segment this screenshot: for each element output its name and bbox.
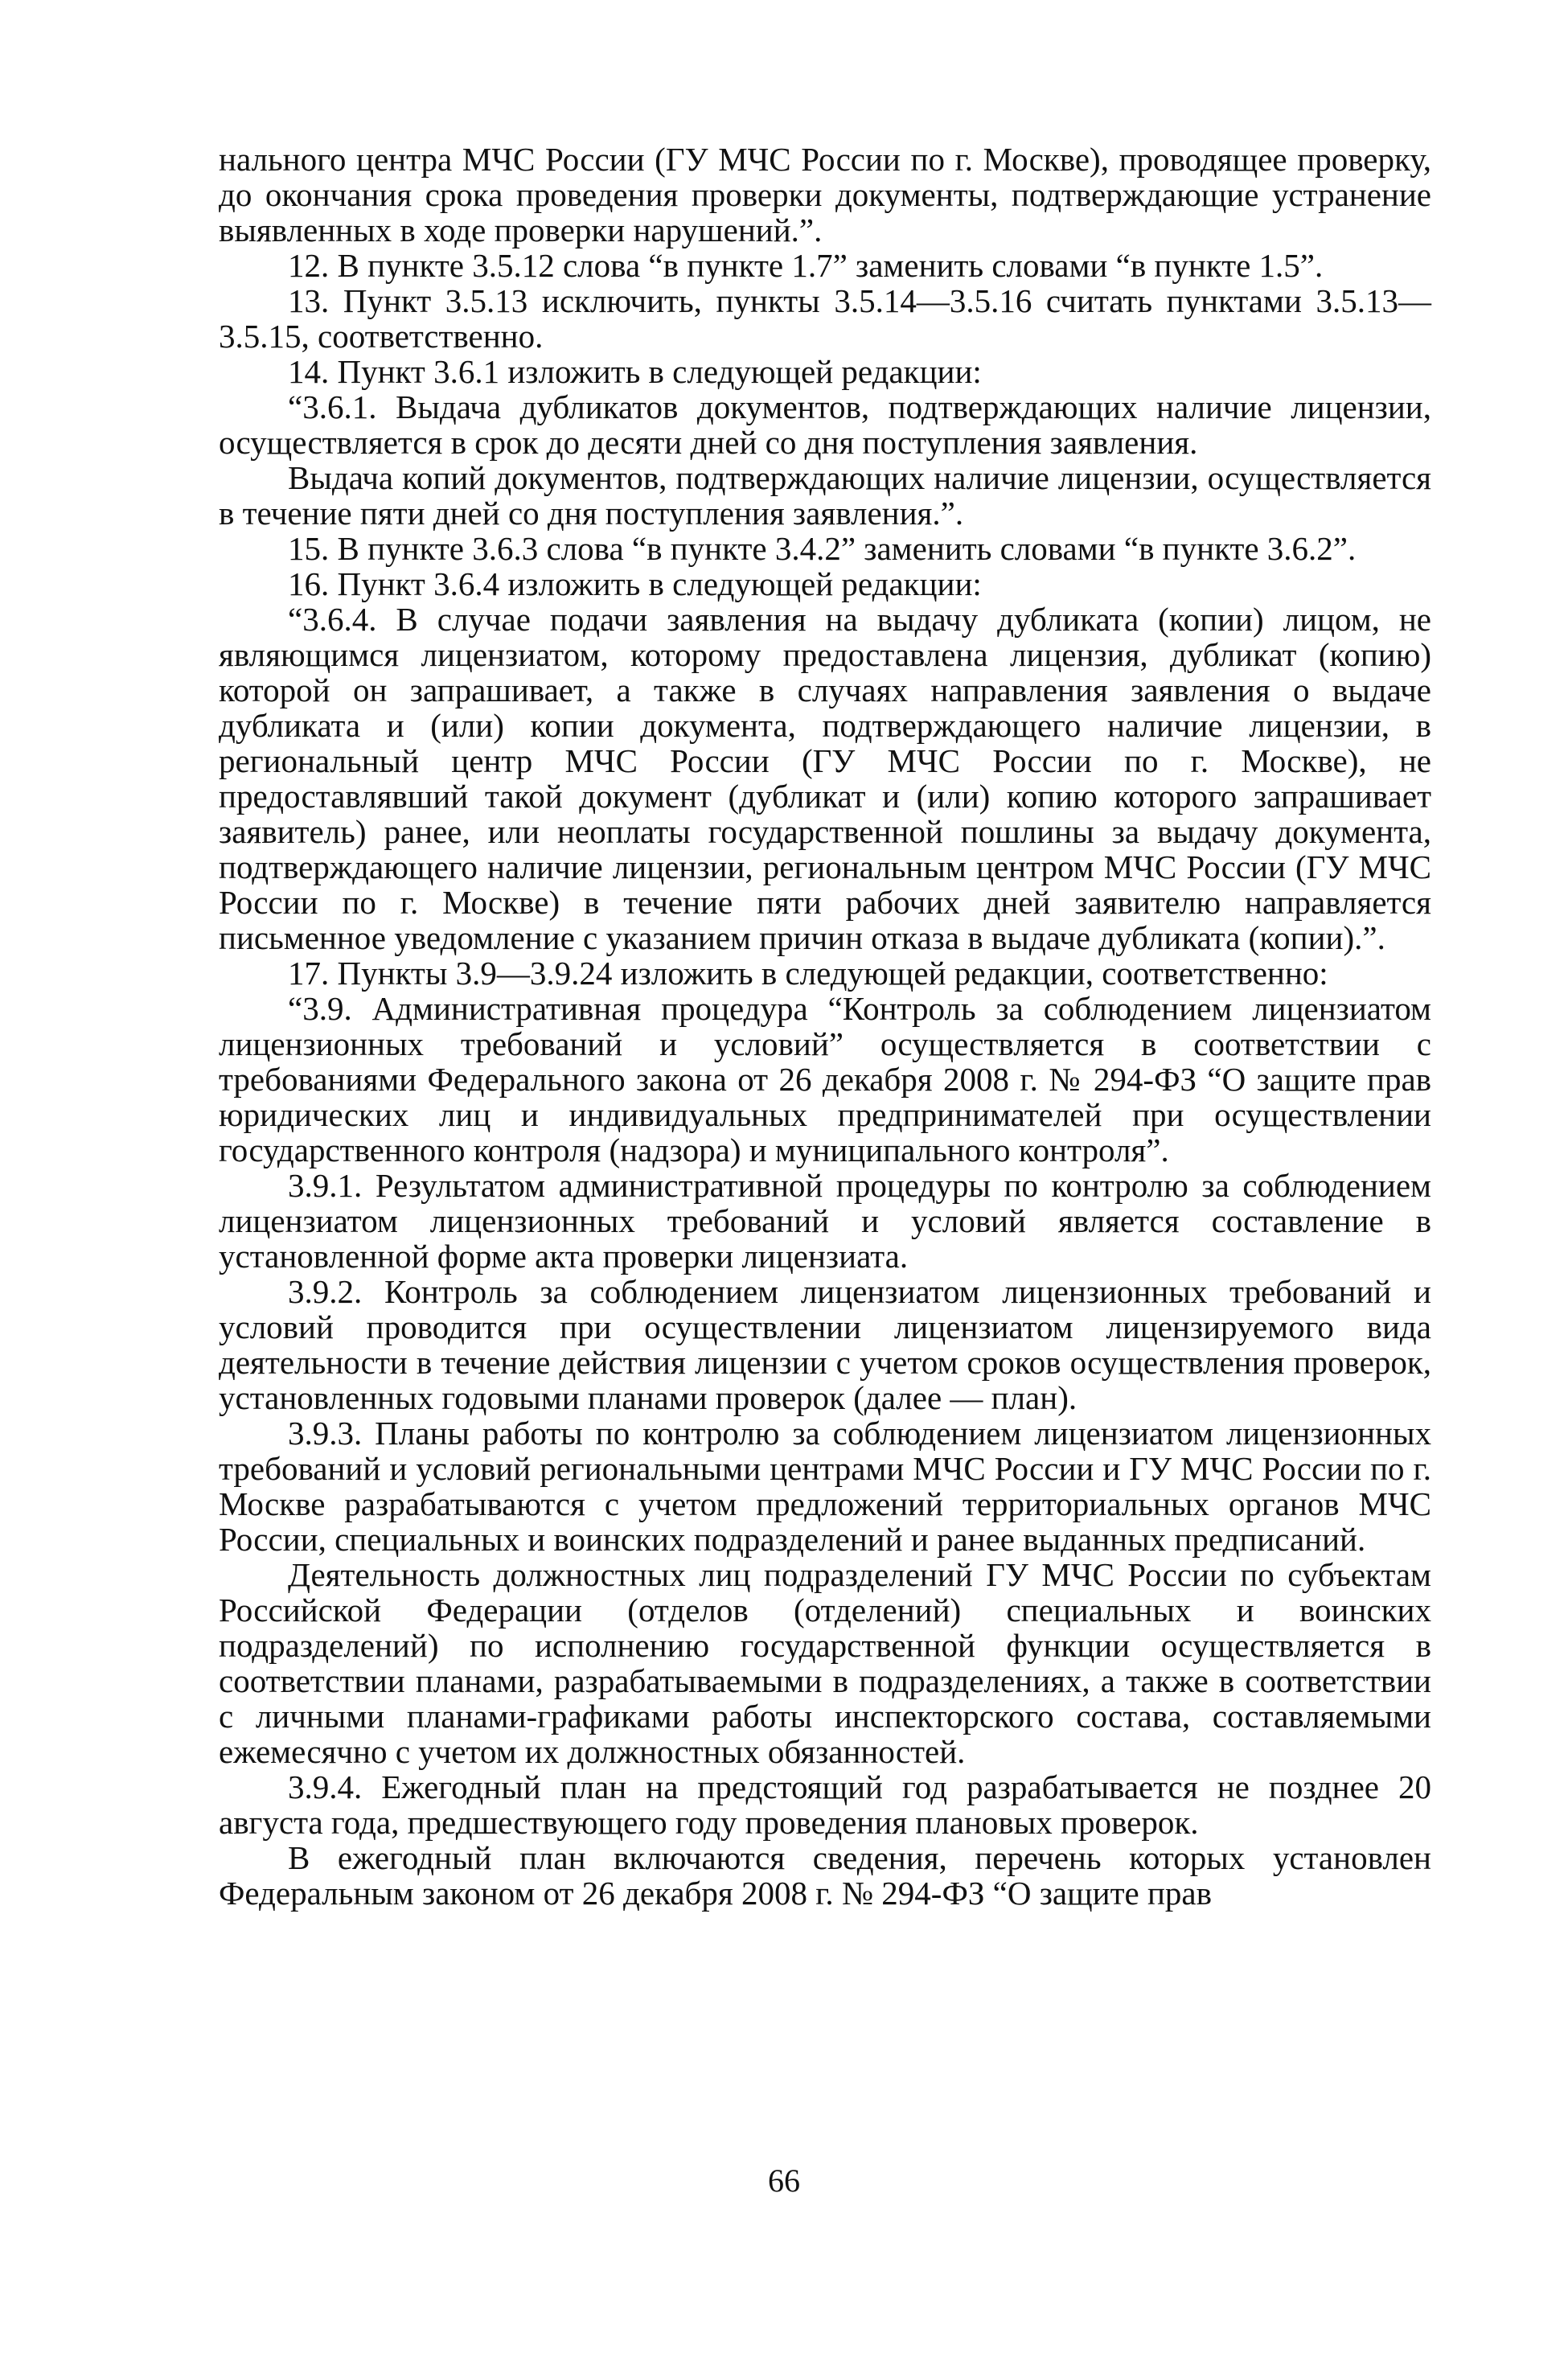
paragraph: Деятельность должностных лиц подразделений ГУ МЧС России по субъектам Российской Федерации (отделов (отделений) специальных и воинских подразделений) по исполнению государственной функции осуществляется в соответствии планами, разрабатываемыми в подразделениях, а также в соответствии с личными планами-графиками работы инспекторского состава, составляемыми ежемесячно с учетом их должностных обязанностей. (219, 1556, 1431, 1770)
paragraph: 15. В пункте 3.6.3 слова “в пункте 3.4.2” заменить словами “в пункте 3.6.2”. (288, 530, 1357, 567)
paragraph: “3.6.1. Выдача дубликатов документов, подтверждающих наличие лицензии, осуществляется в срок до десяти дней со дня поступления заявления. (219, 388, 1431, 461)
paragraph: 17. Пункты 3.9—3.9.24 изложить в следующей редакции, соответственно: (288, 955, 1328, 992)
paragraph: 3.9.2. Контроль за соблюдением лицензиатом лицензионных требований и условий проводится при осуществлении лицензиатом лицензируемого вида деятельности в течение действия лицензии с учетом сроков осуществления проверок, установленных годовыми планами проверок (далее — план). (219, 1273, 1431, 1416)
paragraph: “3.6.4. В случае подачи заявления на выдачу дубликата (копии) лицом, не являющимся лицензиатом, которому предоставлена лицензия, дубликат (копию) которой он запрашивает, а также в случаях направления заявления о выдаче дубликата и (или) копии документа, подтверждающего наличие лицензии, в региональный центр МЧС России (ГУ МЧС России по г. Москве), не предоставлявший такой документ (дубликат и (или) копию которого запрашивает заявитель) ранее, или неоплаты государственной пошлины за выдачу документа, подтверждающего наличие лицензии, региональным центром МЧС России (ГУ МЧС России по г. Москве) в течение пяти рабочих дней заявителю направляется письменное уведомление с указанием причин отказа в выдаче дубликата (копии).”. (219, 601, 1431, 956)
paragraph: 3.9.3. Планы работы по контролю за соблюдением лицензиатом лицензионных требований и условий региональными центрами МЧС России и ГУ МЧС России по г. Москве разрабатываются с учетом предложений территориальных органов МЧС России, специальных и воинских подразделений и ранее выданных предписаний. (219, 1415, 1431, 1558)
paragraph: 13. Пункт 3.5.13 исключить, пункты 3.5.14—3.5.16 считать пунктами 3.5.13—3.5.15, соответственно. (219, 282, 1431, 355)
paragraph: 16. Пункт 3.6.4 изложить в следующей редакции: (288, 565, 982, 602)
paragraph: Выдача копий документов, подтверждающих наличие лицензии, осуществляется в течение пяти дней со дня поступления заявления.”. (219, 459, 1431, 532)
paragraph: “3.9. Административная процедура “Контроль за соблюдением лицензиатом лицензионных требований и условий” осуществляется в соответствии с требованиями Федерального закона от 26 декабря 2008 г. № 294-ФЗ “О защите прав юридических лиц и индивидуальных предпринимателей при осуществлении государственного контроля (надзора) и муниципального контроля”. (219, 990, 1431, 1169)
paragraph: В ежегодный план включаются сведения, перечень которых установлен Федеральным законом от 26 декабря 2008 г. № 294-ФЗ “О защите прав (219, 1839, 1431, 1912)
paragraph: 3.9.4. Ежегодный план на предстоящий год разрабатывается не позднее 20 августа года, предшествующего году проведения плановых проверок. (219, 1768, 1431, 1841)
paragraph: нального центра МЧС России (ГУ МЧС России по г. Москве), проводящее проверку, до окончания срока проведения проверки документы, подтверждающие устранение выявленных в ходе проверки нарушений.”. (219, 141, 1431, 248)
paragraph: 3.9.1. Результатом административной процедуры по контролю за соблюдением лицензиатом лицензионных требований и условий является составление в установленной форме акта проверки лицензиата. (219, 1167, 1431, 1275)
document-body (219, 142, 1431, 1911)
page-number: 66 (768, 2162, 800, 2199)
paragraph: 12. В пункте 3.5.12 слова “в пункте 1.7” заменить словами “в пункте 1.5”. (288, 247, 1324, 284)
paragraph: 14. Пункт 3.6.1 изложить в следующей редакции: (288, 353, 982, 390)
